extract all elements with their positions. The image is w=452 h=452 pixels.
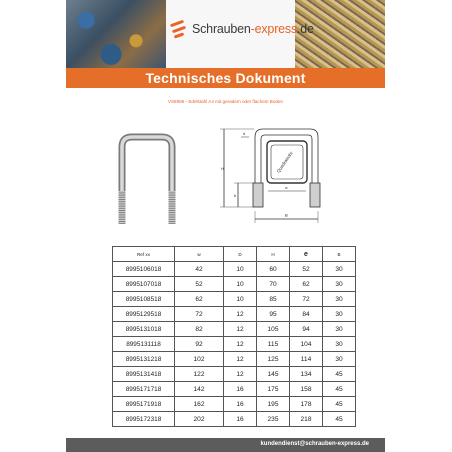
dim-label-w: w <box>285 186 288 190</box>
table-cell: 30 <box>323 337 356 352</box>
table-cell: 72 <box>290 292 323 307</box>
table-cell: 10 <box>224 262 257 277</box>
header-photo-tools <box>66 0 166 68</box>
table-cell: 10 <box>224 292 257 307</box>
table-cell: 105 <box>257 322 290 337</box>
table-cell: 8995171918 <box>113 397 175 412</box>
table-cell: 82 <box>175 322 224 337</box>
column-header: w <box>175 247 224 262</box>
table-cell: 162 <box>175 397 224 412</box>
table-cell: 202 <box>175 412 224 427</box>
spec-table <box>112 246 356 427</box>
logo-text-tld: .de <box>297 22 314 36</box>
table-cell: 12 <box>224 367 257 382</box>
label-quadratrohr: Quadratrohr <box>275 150 294 174</box>
table-cell: 70 <box>257 277 290 292</box>
table-cell: 12 <box>224 352 257 367</box>
column-header: D <box>224 247 257 262</box>
table-cell: 134 <box>290 367 323 382</box>
title-bar <box>66 68 385 88</box>
table-cell: 30 <box>323 352 356 367</box>
table-row <box>113 337 356 352</box>
document-subtitle: VS8995 - Edelstahl A4 mit geradem oder flachem Boden <box>167 99 284 104</box>
table-cell: 125 <box>257 352 290 367</box>
table-row <box>113 277 356 292</box>
table-cell: 12 <box>224 307 257 322</box>
table-cell: 114 <box>290 352 323 367</box>
column-header: B <box>323 247 356 262</box>
table-cell: 145 <box>257 367 290 382</box>
table-row <box>113 367 356 382</box>
table-cell: 62 <box>175 292 224 307</box>
table-row <box>113 382 356 397</box>
table-cell: 72 <box>175 307 224 322</box>
dim-label-b: b <box>234 193 237 198</box>
footer-bar <box>66 438 385 452</box>
table-cell: 42 <box>175 262 224 277</box>
table-cell: 158 <box>290 382 323 397</box>
table-cell: 94 <box>290 322 323 337</box>
table-cell: 30 <box>323 277 356 292</box>
table-row <box>113 412 356 427</box>
table-cell: 8995106018 <box>113 262 175 277</box>
logo-icon <box>170 20 188 38</box>
table-header-row <box>113 247 356 262</box>
table-cell: 30 <box>323 262 356 277</box>
column-header: Ref xx <box>113 247 175 262</box>
logo-text-accent: -express <box>250 22 298 36</box>
table-cell: 12 <box>224 322 257 337</box>
table-row <box>113 292 356 307</box>
logo-text <box>192 22 314 36</box>
table-cell: 8995129518 <box>113 307 175 322</box>
table-cell: 45 <box>323 412 356 427</box>
table-row <box>113 262 356 277</box>
table-cell: 16 <box>224 382 257 397</box>
table-cell: 142 <box>175 382 224 397</box>
table-row <box>113 322 356 337</box>
table-cell: 195 <box>257 397 290 412</box>
dim-label-d: d <box>243 131 246 136</box>
table-cell: 12 <box>224 337 257 352</box>
table-cell: 60 <box>257 262 290 277</box>
logo <box>170 20 314 38</box>
table-row <box>113 352 356 367</box>
table-cell: 52 <box>290 262 323 277</box>
table-cell: 62 <box>290 277 323 292</box>
table-row <box>113 397 356 412</box>
table-cell: 30 <box>323 322 356 337</box>
table-cell: 45 <box>323 397 356 412</box>
table-cell: 45 <box>323 382 356 397</box>
technical-schematic <box>210 125 345 227</box>
column-header: e <box>290 247 323 262</box>
table-cell: 16 <box>224 412 257 427</box>
table-cell: 8995131118 <box>113 337 175 352</box>
table-cell: 8995108518 <box>113 292 175 307</box>
logo-text-main: Schrauben <box>192 22 251 36</box>
table-cell: 52 <box>175 277 224 292</box>
table-cell: 85 <box>257 292 290 307</box>
table-cell: 92 <box>175 337 224 352</box>
table-cell: 218 <box>290 412 323 427</box>
table-cell: 16 <box>224 397 257 412</box>
table-row <box>113 307 356 322</box>
table-cell: 115 <box>257 337 290 352</box>
dim-label-e: e <box>285 213 288 219</box>
table-cell: 235 <box>257 412 290 427</box>
dim-label-h: H <box>221 166 224 171</box>
table-cell: 102 <box>175 352 224 367</box>
u-bolt-drawing <box>112 133 182 228</box>
table-cell: 95 <box>257 307 290 322</box>
page-title: Technisches Dokument <box>145 70 306 86</box>
table-cell: 8995107018 <box>113 277 175 292</box>
table-cell: 10 <box>224 277 257 292</box>
footer-email-link[interactable]: kundendienst@schrauben-express.de <box>260 441 369 447</box>
table-cell: 8995172318 <box>113 412 175 427</box>
table-cell: 8995131018 <box>113 322 175 337</box>
table-cell: 175 <box>257 382 290 397</box>
table-cell: 8995131218 <box>113 352 175 367</box>
table-cell: 30 <box>323 307 356 322</box>
column-header: H <box>257 247 290 262</box>
table-cell: 122 <box>175 367 224 382</box>
table-cell: 8995131418 <box>113 367 175 382</box>
table-cell: 84 <box>290 307 323 322</box>
table-cell: 8995171718 <box>113 382 175 397</box>
table-cell: 30 <box>323 292 356 307</box>
table-cell: 45 <box>323 367 356 382</box>
table-cell: 104 <box>290 337 323 352</box>
table-cell: 178 <box>290 397 323 412</box>
